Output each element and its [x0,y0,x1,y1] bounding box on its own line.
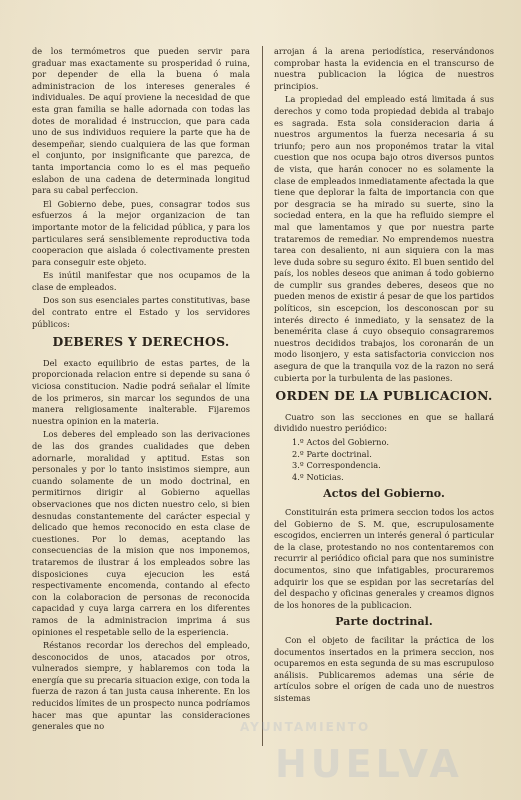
paragraph: La propiedad del empleado está limitada á sus derechos y como toda propiedad debida al trabajo es sagrada. Esta sola consideracion daria á nuestros argumentos la fuerza necesaria á su triunfo; pero aun nos proponémos tratar la vital cuestion que nos ocupa bajo otros diversos puntos de vista, que harán conocer no es solamente la clase de empleados inmediatamente afectada la que tiene que deplorar la falta de importancia con que por desgracia se ha mirado su suerte, sino la sociedad entera, en la que ha refluido siempre el mal que lamentamos y que por nuestra parte trataremos de remediar. No emprendemos nuestra tarea con desaliento, ni aun siquiera con la mas leve duda sobre su seguro éxito. El buen sentido del país, los nobles deseos que animan á todo gobierno de cumplir sus grandes deberes, deseos que no pueden menos de existir á pesar de que los partidos políticos, sin escepcion, los desconoscan por su interés directo é inmediato, y la sensatez de la benemérita clase á cuyo obsequio consagraremos nuestros decididos trabajos, los coronarán de un modo lisonjero, y esta satisfactoria conviccion nos asegura de que la tranquila voz de la razon no será cubierta por la turbulenta de las pasiones. [274,94,494,383]
list-item: 4.º Noticias. [292,471,344,482]
paragraph: Constituirán esta primera seccion todos los actos del Gobierno de S. M. que, escrupulosamente escogidos, encierren un interés general ó particular de la clase, protestando no nos contentaremos con recurrir al periódico oficial para que nos suministre documentos, sino que infatigables, procuraremos adquirir los que se espidan por las secretarías del del despacho y oficinas generales y creamos dignos de los honores de la publicacion. [274,506,494,610]
section-heading-orden: ORDEN DE LA PUBLICACION. [275,388,493,404]
paragraph: arrojan á la arena periodística, reservándonos comprobar hasta la evidencia en el transcurso de nuestra publicacion la lógica de nuestros principios. [274,46,494,91]
column-divider [262,46,263,746]
watermark-big-text: HUELVA [275,742,463,786]
watermark-small-text: AYUNTAMIENTO [240,720,371,734]
paragraph: Réstanos recordar los derechos del empleado, desconocidos de unos, atacados por otros, vulnerados siempre, y hablaremos con toda la energía que su precaria situacion exige, con toda la fuerza de razon á tan justa causa inherente. En los reducidos límites de un prospecto nunca podríamos hacer mas que apuntar las consideraciones generales que no [32,640,250,732]
archive-watermark [240,720,510,790]
section-heading-deberes: DEBERES Y DERECHOS. [52,334,230,350]
left-column [32,46,250,735]
paragraph: Los deberes del empleado son las derivaciones de las dos grandes cualidades que deben adornarle, moralidad y aptitud. Estas son personales y por lo tanto insistimos siempre, aun cuando solamente de un modo doctrinal, en permitirnos dirigir al Gobierno aquellas observaciones que nos dicten nuestro celo, si bien desnudas constantemente del carácter especial y delicado que hemos reconocido en esta clase de cuestiones. Por lo demas, aceptando las consecuencias de la mision que nos imponemos, trataremos de ilustrar á los empleados sobre las disposiciones cuya ejecucion les está respectivamente encomenda, contando al efecto con la colaboracion de personas de reconocida capacidad y cuya larga carrera en los diferentes ramos de la administracion imprima á sus opiniones el respetable sello de la esperiencia. [32,429,250,637]
paragraph: Dos son sus esenciales partes constitutivas, base del contrato entre el Estado y los servidores públicos: [32,295,250,329]
list-item: 2.º Parte doctrinal. [292,448,372,459]
paragraph: de los termómetros que pueden servir para graduar mas exactamente su prosperidad ó ruina, por depender de ella la buena ó mala administracion de los intereses generales é individuales. De aquí proviene la necesidad de que esta gran familia se halle adornada con todas las dotes de moralidad é instruccion, que para cada uno de sus individuos requiere la parte que ha de desempeñar, siendo cualquiera de las que forman el conjunto, por insignificante que parezca, de tanta importancia como lo es el mas pequeño eslabon de una cadena de determinada longitud para su cabal perfeccion. [32,46,250,196]
paragraph: Del exacto equilibrio de estas partes, de la proporcionada relacion entre si depende su sana ó viciosa constitucion. Nadie podrá señalar el límite de los primeros, sin marcar los segundos de una manera religiosamente inalterable. Fijaremos nuestra opinion en la materia. [32,357,250,426]
sections-list [274,437,494,483]
subheading-parte-doctrinal: Parte doctrinal. [335,615,433,629]
subheading-actos: Actos del Gobierno. [323,487,445,501]
right-column [274,46,494,706]
paragraph: Con el objeto de facilitar la práctica de los documentos insertados en la primera seccion, nos ocuparemos en esta segunda de su mas escrupuloso análisis. Publicaremos ademas una série de artículos sobre el orígen de cada uno de nuestros sistemas [274,634,494,703]
list-item: 3.º Correspondencia. [292,460,381,471]
paragraph: Cuatro son las secciones en que se hallará dividido nuestro periódico: [274,411,494,434]
paragraph: Es inútil manifestar que nos ocupamos de la clase de empleados. [32,270,250,292]
list-item: 1.º Actos del Gobierno. [292,437,389,447]
paragraph: El Gobierno debe, pues, consagrar todos sus esfuerzos á la mejor organizacion de tan importante motor de la felicidad pública, y para los particulares será sensiblemente reproductiva toda cooperacion que aislada ó colectivamente presten para conseguir este objeto. [32,198,250,267]
